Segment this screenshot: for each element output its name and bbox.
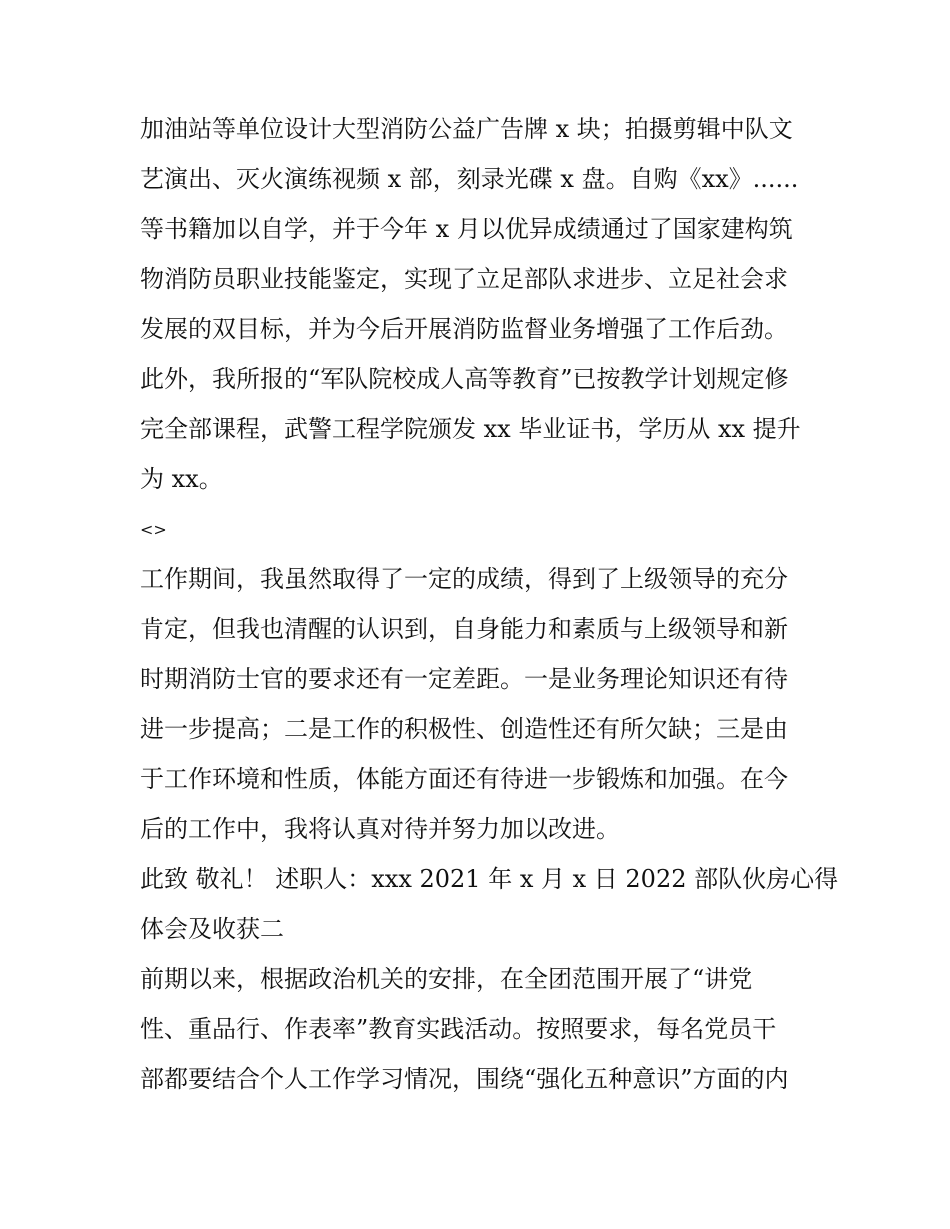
text-line: 此致 敬礼！ 述职人：xxx 2021 年 x 月 x 日 2022 部队伙房心得 bbox=[140, 865, 839, 893]
text-line: 此外，我所报的“军队院校成人高等教育”已按教学计划规定修 bbox=[140, 365, 789, 393]
text-line: 前期以来，根据政治机关的安排，在全团范围开展了“讲党 bbox=[140, 965, 753, 993]
text-line: 工作期间，我虽然取得了一定的成绩，得到了上级领导的充分 bbox=[140, 565, 788, 593]
text-line: 加油站等单位设计大型消防公益广告牌 x 块；拍摄剪辑中队文 bbox=[140, 115, 793, 143]
text-line: 艺演出、灭火演练视频 x 部，刻录光碟 x 盘。自购《xx》...... bbox=[140, 165, 799, 193]
text-line: 进一步提高；二是工作的积极性、创造性还有所欠缺；三是由 bbox=[140, 715, 788, 743]
text-line: 时期消防士官的要求还有一定差距。一是业务理论知识还有待 bbox=[140, 665, 788, 693]
text-line: 物消防员职业技能鉴定，实现了立足部队求进步、立足社会求 bbox=[140, 265, 788, 293]
text-line: 肯定，但我也清醒的认识到，自身能力和素质与上级领导和新 bbox=[140, 615, 788, 643]
text-line: 体会及收获二 bbox=[140, 915, 284, 943]
text-line: 部都要结合个人工作学习情况，围绕“强化五种意识”方面的内 bbox=[140, 1065, 789, 1093]
text-line: 等书籍加以自学，并于今年 x 月以优异成绩通过了国家建构筑 bbox=[140, 215, 793, 243]
text-line: 发展的双目标，并为今后开展消防监督业务增强了工作后劲。 bbox=[140, 315, 788, 343]
text-line: 性、重品行、作表率”教育实践活动。按照要求，每名党员干 bbox=[140, 1015, 777, 1043]
text-line: 于工作环境和性质，体能方面还有待进一步锻炼和加强。在今 bbox=[140, 765, 788, 793]
text-line-separator: <> bbox=[140, 520, 167, 539]
text-line: 完全部课程，武警工程学院颁发 xx 毕业证书，学历从 xx 提升 bbox=[140, 415, 801, 443]
text-line: 为 xx。 bbox=[140, 465, 223, 493]
text-line: 后的工作中，我将认真对待并努力加以改进。 bbox=[140, 815, 620, 843]
